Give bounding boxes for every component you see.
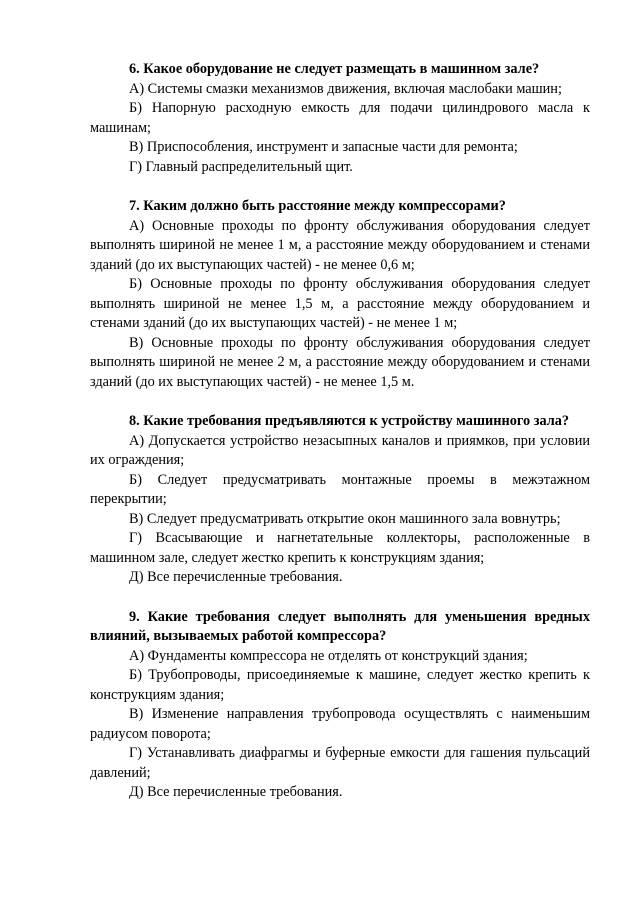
question-title: 9. Какие требования следует выполнять для уменьшения вредных влияний, вызываемых работой компрессора?: [90, 608, 590, 644]
answer-item: А) Основные проходы по фронту обслуживания оборудования следует выполнять шириной не менее 1 м, а расстояние между оборудованием и стенами зданий (до их выступающих частей) - не менее 0,6 м;: [90, 217, 590, 273]
question-title: 7. Каким должно быть расстояние между компрессорами?: [129, 198, 506, 214]
answer-item: В) Изменение направления трубопровода осуществлять с наименьшим радиусом поворота;: [90, 706, 590, 742]
question-8: [90, 412, 590, 588]
answer-item: Г) Всасывающие и нагнетательные коллекторы, расположенные в машинном зале, следует жестко крепить к конструкциям здания;: [90, 530, 590, 566]
answer-item: Б) Напорную расходную емкость для подачи цилиндрового масла к машинам;: [90, 100, 590, 136]
answer-item: А) Допускается устройство незасыпных каналов и приямков, при условии их ограждения;: [90, 432, 590, 468]
answer-item: Б) Основные проходы по фронту обслуживания оборудования следует выполнять шириной не менее 1,5 м, а расстояние между оборудованием и стенами зданий (до их выступающих частей) - не менее 1 м;: [90, 276, 590, 331]
answer-item: Г) Главный распределительный щит.: [129, 158, 353, 175]
answer-item: Д) Все перечисленные требования.: [129, 569, 343, 585]
question-6: [90, 60, 590, 177]
answer-item: В) Приспособления, инструмент и запасные части для ремонта;: [129, 139, 518, 155]
answer-item: Б) Следует предусматривать монтажные проемы в межэтажном перекрытии;: [90, 471, 590, 507]
answer-item: В) Следует предусматривать открытие окон машинного зала вовнутрь;: [129, 510, 561, 527]
answer-item: А) Фундаменты компрессора не отделять от конструкций здания;: [129, 647, 528, 664]
answer-item: Г) Устанавливать диафрагмы и буферные емкости для гашения пульсаций давлений;: [90, 745, 590, 781]
question-7: [90, 197, 590, 392]
answer-item: В) Основные проходы по фронту обслуживания оборудования следует выполнять шириной не менее 2 м, а расстояние между оборудованием и стенами зданий (до их выступающих частей) - не менее 1,5 м.: [90, 334, 590, 390]
question-title: 6. Какое оборудование не следует размещать в машинном зале?: [129, 61, 540, 77]
question-title: 8. Какие требования предъявляются к устройству машинного зала?: [129, 413, 570, 429]
question-9: [90, 608, 590, 803]
document-page: [90, 60, 590, 823]
answer-item: Д) Все перечисленные требования.: [129, 784, 343, 800]
answer-item: Б) Трубопроводы, присоединяемые к машине, следует жестко крепить к конструкциям здания;: [90, 667, 590, 703]
answer-item: А) Системы смазки механизмов движения, включая маслобаки машин;: [129, 80, 562, 97]
